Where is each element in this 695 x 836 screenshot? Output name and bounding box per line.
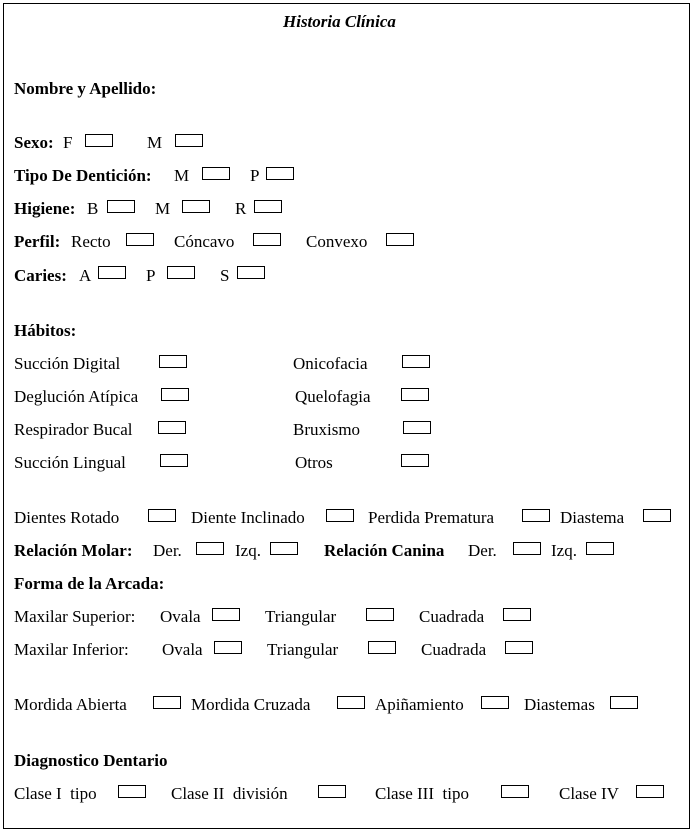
molar-izq-label: Izq.	[235, 541, 261, 560]
succion-digital-label: Succión Digital	[14, 354, 121, 373]
inferior-cuadrada-label: Cuadrada	[421, 640, 487, 659]
superior-ovala-label: Ovala	[160, 607, 201, 626]
mordida-cruzada-checkbox[interactable]	[337, 696, 365, 709]
perfil-convexo-label: Convexo	[306, 232, 368, 251]
maxilar-inferior-label: Maxilar Inferior:	[14, 640, 129, 659]
quelofagia-checkbox[interactable]	[401, 388, 429, 401]
caries-p-label: P	[146, 266, 156, 285]
respirador-label: Respirador Bucal	[14, 420, 133, 439]
perfil-concavo-label: Cóncavo	[174, 232, 235, 251]
perfil-concavo-checkbox[interactable]	[253, 233, 281, 246]
higiene-r-label: R	[235, 199, 247, 218]
higiene-b-checkbox[interactable]	[107, 200, 135, 213]
molar-der-label: Der.	[153, 541, 182, 560]
form-title: Historia Clínica	[283, 12, 396, 31]
canina-izq-label: Izq.	[551, 541, 577, 560]
molar-der-checkbox[interactable]	[196, 542, 224, 555]
sexo-m-label: M	[147, 133, 163, 152]
superior-ovala-checkbox[interactable]	[212, 608, 240, 621]
diastemas-label: Diastemas	[524, 695, 595, 714]
diente-inclinado-checkbox[interactable]	[326, 509, 354, 522]
perfil-label: Perfil:	[14, 232, 61, 251]
canina-izq-checkbox[interactable]	[586, 542, 614, 555]
sexo-label: Sexo:	[14, 133, 54, 152]
otros-label: Otros	[295, 453, 333, 472]
clase3-label: Clase III tipo	[375, 784, 469, 803]
dientes-rotado-label: Dientes Rotado	[14, 508, 120, 527]
clase2-checkbox[interactable]	[318, 785, 346, 798]
denticion-m-label: M	[174, 166, 190, 185]
mordida-abierta-checkbox[interactable]	[153, 696, 181, 709]
superior-triangular-label: Triangular	[265, 607, 337, 626]
bruxismo-label: Bruxismo	[293, 420, 361, 439]
relacion-canina-label: Relación Canina	[324, 541, 445, 560]
mordida-abierta-label: Mordida Abierta	[14, 695, 127, 714]
maxilar-superior-label: Maxilar Superior:	[14, 607, 136, 626]
inferior-ovala-label: Ovala	[162, 640, 203, 659]
molar-izq-checkbox[interactable]	[270, 542, 298, 555]
denticion-p-label: P	[250, 166, 260, 185]
clase4-label: Clase IV	[559, 784, 619, 803]
deglucion-checkbox[interactable]	[161, 388, 189, 401]
higiene-b-label: B	[87, 199, 99, 218]
sexo-m-checkbox[interactable]	[175, 134, 203, 147]
sexo-f-checkbox[interactable]	[85, 134, 113, 147]
caries-s-checkbox[interactable]	[237, 266, 265, 279]
nombre-label: Nombre y Apellido:	[14, 79, 157, 98]
relacion-molar-label: Relación Molar:	[14, 541, 133, 560]
denticion-label: Tipo De Dentición:	[14, 166, 152, 185]
deglucion-label: Deglución Atípica	[14, 387, 139, 406]
superior-cuadrada-checkbox[interactable]	[503, 608, 531, 621]
onicofacia-checkbox[interactable]	[402, 355, 430, 368]
clase2-label: Clase II división	[171, 784, 288, 803]
perfil-recto-label: Recto	[71, 232, 111, 251]
arcada-label: Forma de la Arcada:	[14, 574, 165, 593]
quelofagia-label: Quelofagia	[295, 387, 371, 406]
clase1-label: Clase I tipo	[14, 784, 97, 803]
mordida-cruzada-label: Mordida Cruzada	[191, 695, 311, 714]
caries-label: Caries:	[14, 266, 67, 285]
caries-a-checkbox[interactable]	[98, 266, 126, 279]
caries-p-checkbox[interactable]	[167, 266, 195, 279]
denticion-p-checkbox[interactable]	[266, 167, 294, 180]
diastema-label: Diastema	[560, 508, 625, 527]
dientes-rotado-checkbox[interactable]	[148, 509, 176, 522]
superior-triangular-checkbox[interactable]	[366, 608, 394, 621]
caries-a-label: A	[79, 266, 92, 285]
bruxismo-checkbox[interactable]	[403, 421, 431, 434]
superior-cuadrada-label: Cuadrada	[419, 607, 485, 626]
succion-lingual-label: Succión Lingual	[14, 453, 126, 472]
inferior-triangular-checkbox[interactable]	[368, 641, 396, 654]
clase3-checkbox[interactable]	[501, 785, 529, 798]
apinamiento-checkbox[interactable]	[481, 696, 509, 709]
canina-der-checkbox[interactable]	[513, 542, 541, 555]
diente-inclinado-label: Diente Inclinado	[191, 508, 305, 527]
higiene-label: Higiene:	[14, 199, 76, 218]
perdida-prematura-label: Perdida Prematura	[368, 508, 495, 527]
caries-s-label: S	[220, 266, 230, 285]
diastemas-checkbox[interactable]	[610, 696, 638, 709]
inferior-triangular-label: Triangular	[267, 640, 339, 659]
apinamiento-label: Apiñamiento	[375, 695, 464, 714]
succion-digital-checkbox[interactable]	[159, 355, 187, 368]
diagnostico-label: Diagnostico Dentario	[14, 751, 168, 770]
perfil-convexo-checkbox[interactable]	[386, 233, 414, 246]
habitos-label: Hábitos:	[14, 321, 77, 340]
denticion-m-checkbox[interactable]	[202, 167, 230, 180]
perdida-prematura-checkbox[interactable]	[522, 509, 550, 522]
otros-checkbox[interactable]	[401, 454, 429, 467]
perfil-recto-checkbox[interactable]	[126, 233, 154, 246]
clase1-checkbox[interactable]	[118, 785, 146, 798]
canina-der-label: Der.	[468, 541, 497, 560]
onicofacia-label: Onicofacia	[293, 354, 368, 373]
clase4-checkbox[interactable]	[636, 785, 664, 798]
succion-lingual-checkbox[interactable]	[160, 454, 188, 467]
higiene-r-checkbox[interactable]	[254, 200, 282, 213]
sexo-f-label: F	[63, 133, 73, 152]
inferior-ovala-checkbox[interactable]	[214, 641, 242, 654]
higiene-m-label: M	[155, 199, 171, 218]
diastema-checkbox[interactable]	[643, 509, 671, 522]
inferior-cuadrada-checkbox[interactable]	[505, 641, 533, 654]
higiene-m-checkbox[interactable]	[182, 200, 210, 213]
respirador-checkbox[interactable]	[158, 421, 186, 434]
